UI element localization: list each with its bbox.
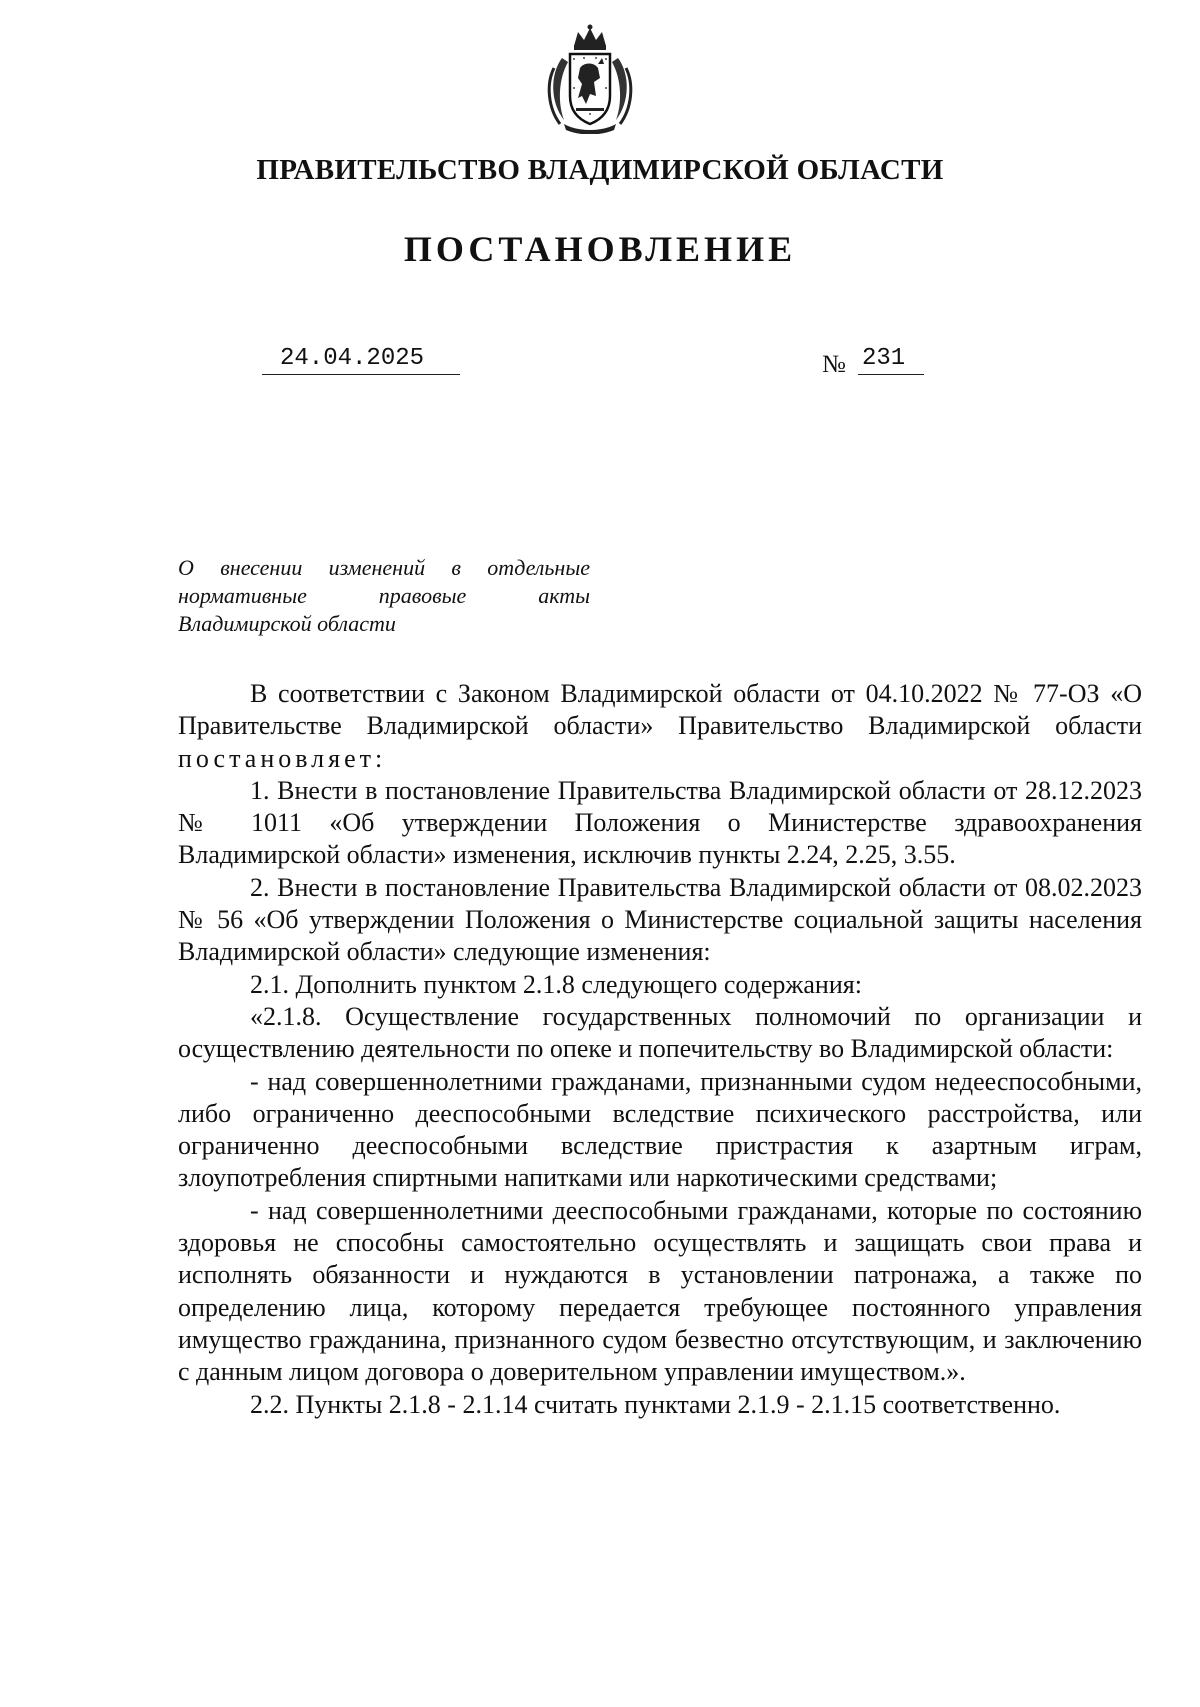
subject-line: нормативные правовые акты — [178, 583, 590, 608]
dash-item-2: - над совершеннолетними дееспособными гражданами, которые по состоянию здоровья не способны самостоятельно осуществлять и защищать свои права и исполнять обязанности и нуждаются в установлении патронажа, а также по определению лица, которому передается требующее постоянного управления имущество гражданина, признанного судом безвестно отсутствующим, и заключению с данным лицом договора о доверительном управлении имуществом.». — [178, 1195, 1142, 1387]
document-subject — [178, 554, 590, 638]
paragraph-2: 2. Внести в постановление Правительства Владимирской области от 08.02.2023 № 56 «Об утверждении Положения о Министерстве социальной защиты населения Владимирской области» следующие изменения: — [178, 872, 1142, 967]
subject-line: О внесении изменений в отдельные — [178, 555, 590, 580]
paragraph-2-2: 2.2. Пункты 2.1.8 - 2.1.14 считать пунктами 2.1.9 - 2.1.15 соответственно. — [250, 1389, 1061, 1419]
intro-text: В соответствии с Законом Владимирской области от 04.10.2022 № 77-ОЗ «О Правительстве Владимирской области» Правительство Владимирской области — [178, 679, 1142, 741]
document-body — [178, 678, 1142, 1421]
document-number: 231 — [858, 345, 924, 375]
document-date: 24.04.2025 — [262, 345, 460, 375]
government-title: ПРАВИТЕЛЬСТВО ВЛАДИМИРСКОЙ ОБЛАСТИ — [256, 154, 944, 186]
document-type: ПОСТАНОВЛЕНИЕ — [403, 229, 797, 269]
subject-line: Владимирской области — [178, 611, 396, 636]
intro-paragraph — [178, 678, 1142, 775]
paragraph-2-1: 2.1. Дополнить пунктом 2.1.8 следующего содержания: — [250, 969, 862, 999]
number-sign: № — [822, 351, 846, 378]
dash-item-1: - над совершеннолетними гражданами, признанными судом недееспособными, либо ограниченно дееспособными вследствие психического расстройства, или ограниченно дееспособными вследствие пристрастия к азартным играм, злоупотребления спиртными напитками или наркотическими средствами; — [178, 1066, 1142, 1193]
paragraph-2-1-8: «2.1.8. Осуществление государственных полномочий по организации и осуществлению деятельности по опеке и попечительству во Владимирской области: — [178, 1001, 1142, 1064]
vladimir-coat-of-arms-icon — [544, 24, 636, 134]
paragraph-1: 1. Внести в постановление Правительства Владимирской области от 28.12.2023 № 1011 «Об утверждении Положения о Министерстве здравоохранения Владимирской области» изменения, исключив пункты 2.24, 2.25, 3.55. — [178, 775, 1142, 870]
intro-verb: постановляет: — [178, 743, 387, 773]
